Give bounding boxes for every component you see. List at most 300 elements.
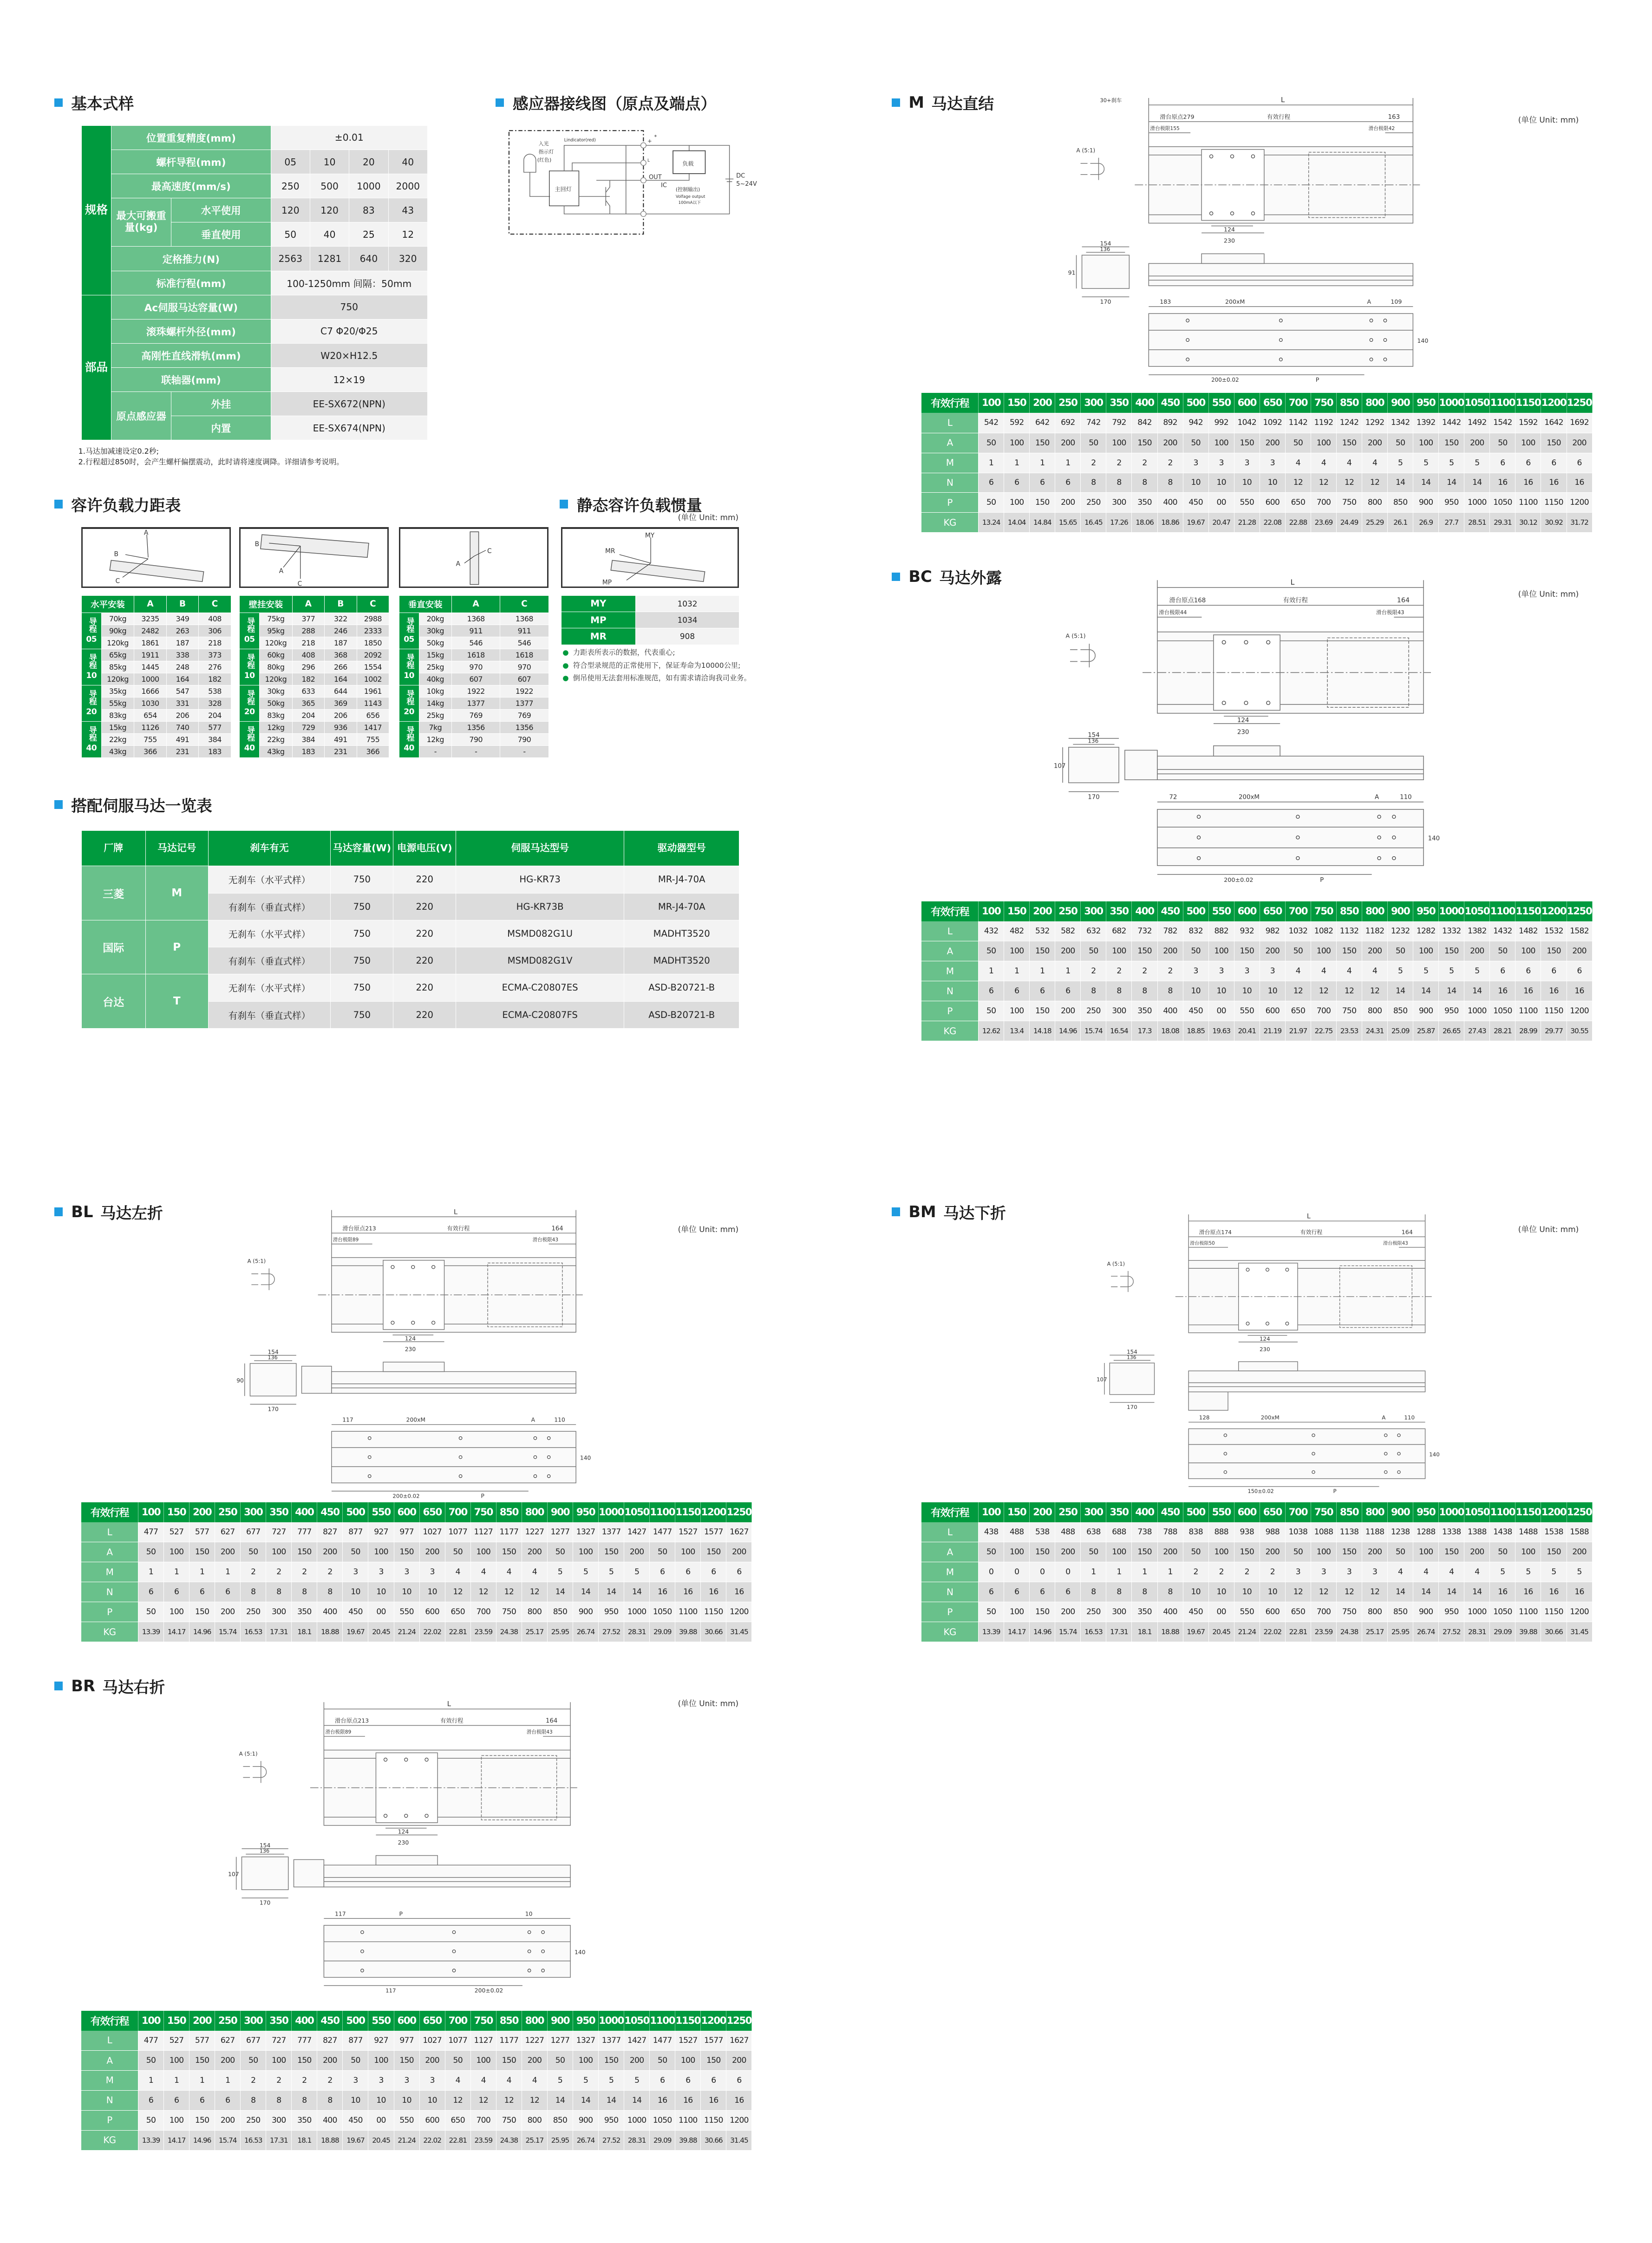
moment-value: 164 (166, 673, 199, 685)
stroke-header: 650 (1260, 1502, 1285, 1522)
moment-value: 654 (134, 710, 167, 722)
stroke-value: 892 (1157, 413, 1183, 433)
stroke-value: 28.21 (1490, 1021, 1515, 1041)
section-marker-icon (54, 1207, 63, 1216)
stroke-value: 29.77 (1541, 1021, 1567, 1041)
stroke-value: 16 (1541, 981, 1567, 1001)
stroke-value: 200 (1362, 1542, 1388, 1562)
stroke-value: 888 (1208, 1522, 1234, 1542)
diagram-label: 107 (228, 1871, 239, 1878)
moment-value: 1126 (134, 722, 167, 734)
moment-value: 911 (500, 625, 548, 637)
stroke-value: 14 (1464, 1582, 1490, 1602)
stroke-value: 1 (1157, 1562, 1183, 1582)
stroke-value: 2 (1106, 453, 1132, 473)
stroke-value: 16 (1567, 1582, 1592, 1602)
table-row (240, 722, 389, 734)
stroke-header: 150 (163, 1502, 189, 1522)
diagram-label: 136 (259, 1848, 269, 1855)
stroke-value: 150 (1030, 493, 1055, 513)
table-row (921, 413, 1592, 433)
stroke-value: 800 (522, 2110, 547, 2130)
end-view (1069, 748, 1119, 783)
stroke-value: 15.74 (215, 1622, 241, 1642)
stroke-value: 100 (573, 2051, 598, 2071)
stroke-value: 50 (1081, 941, 1106, 961)
stroke-value: 21.28 (1234, 513, 1260, 533)
diagram-label: L (447, 1700, 451, 1708)
stroke-value: 8 (1157, 981, 1183, 1001)
stroke-value: 22.81 (1285, 1622, 1311, 1642)
stroke-value: 6 (979, 473, 1004, 493)
stroke-value: 18.85 (1183, 1021, 1208, 1041)
stroke-value: 100 (266, 1542, 292, 1562)
column-header: 有效行程 (921, 901, 979, 921)
row-label: P (921, 1602, 979, 1622)
stroke-value: 23.69 (1311, 513, 1336, 533)
stroke-value: 1182 (1362, 921, 1388, 941)
table-row (81, 247, 427, 271)
inertia-notes (562, 646, 751, 685)
stroke-value: 727 (266, 1522, 292, 1542)
stroke-value: 100 (1413, 433, 1439, 453)
stroke-value: 16 (1567, 473, 1592, 493)
end-view (1082, 255, 1130, 289)
diagram-label: MP (602, 579, 612, 587)
stroke-value: 1327 (573, 2031, 598, 2051)
diagram-label: 136 (1127, 1354, 1136, 1361)
stroke-value: 788 (1157, 1522, 1183, 1542)
table-row (81, 722, 231, 734)
stroke-value: 150 (496, 2051, 522, 2071)
unit-label: (单位 Unit: mm) (678, 1225, 739, 1234)
stroke-value: 632 (1081, 921, 1106, 941)
stroke-value: 1342 (1388, 413, 1413, 433)
diagram-label: 136 (268, 1355, 278, 1361)
stroke-header: 1100 (650, 2011, 675, 2031)
diagram-label: 滑台原点174 (1199, 1229, 1232, 1236)
stroke-value: 6 (675, 1562, 701, 1582)
diagram-label: 200xM (1260, 1414, 1280, 1421)
stroke-value: 6 (1030, 473, 1055, 493)
load-weight: 120kg (260, 673, 293, 685)
diagram-label: 30+刹车 (1100, 97, 1122, 104)
stroke-value: 50 (979, 1602, 1004, 1622)
stroke-value: 250 (1081, 1602, 1106, 1622)
diagram-label: A (5:1) (1076, 147, 1096, 154)
servo-cell: HG-KR73B (456, 893, 624, 920)
diagram-label: A (279, 567, 284, 575)
stroke-value: 1088 (1311, 1522, 1336, 1542)
moment-value: 2482 (134, 625, 167, 637)
note (562, 659, 751, 672)
spec-value: 25 (349, 222, 388, 247)
stroke-value: 600 (1260, 1602, 1285, 1622)
group-spec: 规格 (81, 125, 111, 295)
stroke-value: 8 (1132, 1582, 1157, 1602)
moment-value: 263 (166, 625, 199, 637)
stroke-value: 350 (1132, 493, 1157, 513)
table-row (921, 1562, 1592, 1582)
moment-value: 187 (166, 637, 199, 649)
table-row (921, 513, 1592, 533)
stroke-value: 16.53 (1081, 1622, 1106, 1642)
table-row (240, 613, 389, 625)
stroke-value: 1542 (1490, 413, 1515, 433)
stroke-value: 150 (394, 1542, 419, 1562)
stroke-value: 100 (1515, 1542, 1541, 1562)
stroke-value: 577 (189, 2031, 215, 2051)
stroke-value: 200 (1464, 1542, 1490, 1562)
stroke-value: 50 (445, 2051, 470, 2071)
stroke-value: 16 (1541, 473, 1567, 493)
stroke-value: 1000 (624, 1602, 650, 1622)
stroke-header: 1200 (1541, 901, 1567, 921)
stroke-value: 2 (1081, 961, 1106, 981)
stroke-value: 6 (675, 2071, 701, 2091)
stroke-value: 3 (394, 1562, 419, 1582)
stroke-header: 500 (343, 1502, 368, 1522)
stroke-header: 1100 (1490, 901, 1515, 921)
stroke-value: 1 (163, 2071, 189, 2091)
diagram-label: 200xM (406, 1416, 425, 1423)
stroke-value: 750 (1336, 1602, 1362, 1622)
section-title-bl (54, 1200, 163, 1223)
moment-value: 1356 (500, 722, 548, 734)
stroke-value: 1 (189, 1562, 215, 1582)
table-row (921, 921, 1592, 941)
stroke-value: 3 (343, 2071, 368, 2091)
stroke-value: 577 (189, 1522, 215, 1542)
moment-value: 1911 (134, 649, 167, 661)
stroke-value: 200 (726, 1542, 752, 1562)
lead-group (81, 722, 101, 758)
stroke-value: 200 (1055, 433, 1081, 453)
load-weight: 83kg (260, 710, 293, 722)
stroke-header: 200 (189, 2011, 215, 2031)
section-marker-icon (54, 98, 63, 107)
stroke-value: 1127 (470, 2031, 496, 2051)
stroke-value: 22.08 (1260, 513, 1285, 533)
stroke-value: 2 (317, 1562, 343, 1582)
table-row (399, 746, 548, 758)
stroke-value: 3 (1260, 961, 1285, 981)
stroke-value: 1132 (1336, 921, 1362, 941)
stroke-value: 3 (1362, 1562, 1388, 1582)
stroke-value: 0 (1030, 1562, 1055, 1582)
stroke-value: 6 (726, 1562, 752, 1582)
stroke-value: 24.31 (1362, 1021, 1388, 1041)
stroke-header: 350 (266, 1502, 292, 1522)
stroke-value: 39.88 (1515, 1622, 1541, 1642)
stroke-value: 4 (470, 2071, 496, 2091)
diagram-label: 140 (1429, 1451, 1440, 1458)
stroke-value: 30.66 (701, 2130, 726, 2150)
brand-cell: 台达 (81, 974, 145, 1029)
stroke-value: 25.17 (522, 1622, 547, 1642)
stroke-value: 14.96 (189, 1622, 215, 1642)
stroke-value: 877 (343, 1522, 368, 1542)
table-row (562, 628, 739, 645)
table-row (562, 595, 739, 612)
stroke-value: 482 (1004, 921, 1030, 941)
stroke-value: 550 (394, 1602, 419, 1622)
stroke-value: 200 (522, 1542, 547, 1562)
moment-value: 296 (292, 661, 325, 673)
stroke-value: 200 (522, 2051, 547, 2071)
moment-value: 755 (357, 734, 389, 746)
stroke-header: 800 (1362, 393, 1388, 413)
stroke-value: 6 (726, 2071, 752, 2091)
table-row (921, 1001, 1592, 1021)
stroke-value: 950 (1439, 1001, 1464, 1021)
table-row (240, 649, 389, 661)
stroke-header: 150 (1004, 393, 1030, 413)
stroke-value: 1000 (1464, 1001, 1490, 1021)
column-header: C (357, 595, 389, 613)
stroke-value: 1577 (701, 2031, 726, 2051)
stroke-value: 832 (1183, 921, 1208, 941)
moment-value: 1922 (452, 685, 500, 697)
diagram-label: 200±0.02 (1211, 377, 1239, 384)
stroke-value: 5 (1464, 961, 1490, 981)
stroke-value: 200 (1055, 1542, 1081, 1562)
stroke-header: 550 (1208, 393, 1234, 413)
stroke-header: 1250 (726, 2011, 752, 2031)
stroke-value: 14 (1439, 981, 1464, 1001)
moment-value: 755 (134, 734, 167, 746)
moment-value: 970 (500, 661, 548, 673)
stroke-value: 1092 (1260, 413, 1285, 433)
stroke-value: 23.59 (470, 1622, 496, 1642)
stroke-value: 100 (1311, 1542, 1336, 1562)
stroke-value: 527 (163, 2031, 189, 2051)
stroke-value: 150 (1030, 433, 1055, 453)
side-view (1157, 756, 1423, 780)
stroke-header: 400 (292, 1502, 317, 1522)
stroke-value: 677 (241, 2031, 266, 2051)
diagram-label: 230 (1224, 237, 1235, 244)
stroke-value: 927 (368, 1522, 394, 1542)
moment-value: 607 (500, 673, 548, 685)
stroke-value: 21.24 (1234, 1622, 1260, 1642)
stroke-value: 26.65 (1439, 1021, 1464, 1041)
stroke-value: 1038 (1285, 1522, 1311, 1542)
diagram-label: 入光 (538, 140, 549, 147)
stroke-header: 100 (138, 2011, 163, 2031)
stroke-value: 650 (1285, 1001, 1311, 1021)
table-row (921, 493, 1592, 513)
stroke-value: 900 (1413, 1602, 1439, 1622)
servo-cell: 750 (331, 866, 393, 893)
diagram-label: (控制输出) (675, 186, 700, 193)
moment-value: 1861 (134, 637, 167, 649)
stroke-value: 28.99 (1515, 1021, 1541, 1041)
stroke-value: 150 (701, 2051, 726, 2071)
stroke-value: 1332 (1439, 921, 1464, 941)
servo-cell: 220 (393, 974, 456, 1001)
moment-value: 204 (199, 710, 231, 722)
stroke-value: 12 (522, 2090, 547, 2110)
end-view (242, 1857, 288, 1890)
stroke-value: 4 (1311, 961, 1336, 981)
stroke-value: 14 (1388, 473, 1413, 493)
stroke-value: 1 (1055, 961, 1081, 981)
stroke-value: 900 (573, 1602, 598, 1622)
stroke-header: 500 (1183, 1502, 1208, 1522)
diagram-label: 滑台极限155 (1150, 125, 1180, 132)
stroke-value: 6 (701, 2071, 726, 2091)
table-row (240, 734, 389, 746)
stroke-value: 27.43 (1464, 1021, 1490, 1041)
wire (564, 145, 644, 214)
table-row (399, 734, 548, 746)
stroke-header: 150 (1004, 901, 1030, 921)
stroke-value: 1188 (1362, 1522, 1388, 1542)
stroke-value: 18.88 (317, 2130, 343, 2150)
stroke-value: 2 (1183, 1562, 1208, 1582)
diagram-label: A (1382, 1414, 1386, 1421)
stroke-value: 100 (163, 2110, 189, 2130)
spec-value: 120 (271, 198, 310, 222)
stroke-value: 10 (343, 1582, 368, 1602)
stroke-value: 39.88 (675, 2130, 701, 2150)
motor-code-cell: P (145, 920, 208, 974)
stroke-value: 4 (445, 1562, 470, 1582)
stroke-value: 100 (1004, 1602, 1030, 1622)
stroke-value: 14 (1413, 981, 1439, 1001)
column-header: 刹车有无 (208, 830, 331, 866)
table-row (81, 685, 231, 697)
stroke-value: 100 (163, 2051, 189, 2071)
servo-cell: MSMD082G1U (456, 920, 624, 947)
stroke-value: 950 (599, 2110, 624, 2130)
stroke-value: 200 (1464, 433, 1490, 453)
model-code: BL (71, 1202, 93, 1221)
stroke-value: 1388 (1464, 1522, 1490, 1542)
stroke-value: 4 (1311, 453, 1336, 473)
lead-prefix: 导程 (405, 726, 414, 742)
spec-label: 滚珠螺杆外径(mm) (111, 319, 271, 343)
row-label: KG (921, 1622, 979, 1642)
row-label: L (81, 2031, 138, 2051)
stroke-header: 650 (1260, 393, 1285, 413)
table-row (240, 637, 389, 649)
load-weight: 12kg (419, 734, 452, 746)
stroke-value: 19.67 (343, 1622, 368, 1642)
servo-cell: 220 (393, 893, 456, 920)
stroke-value: 350 (1132, 1602, 1157, 1622)
lead-prefix: 导程 (245, 617, 255, 632)
stroke-value: 14 (1439, 473, 1464, 493)
title-text: 静态容许负载惯量 (576, 496, 702, 515)
servo-cell: HG-KR73 (456, 866, 624, 893)
stroke-value: 22.75 (1311, 1021, 1336, 1041)
stroke-value: 1 (189, 2071, 215, 2091)
spec-label: 标准行程(mm) (111, 271, 271, 295)
stroke-value: 477 (138, 1522, 163, 1542)
stroke-header: 600 (1234, 1502, 1260, 1522)
table-row (81, 649, 231, 661)
stroke-header: 500 (1183, 901, 1208, 921)
stroke-value: 26.74 (1413, 1622, 1439, 1642)
stroke-value: 50 (1490, 1542, 1515, 1562)
diagram-label: A (1367, 298, 1371, 306)
stroke-value: 3 (419, 1562, 445, 1582)
diagram-label: 110 (1404, 1414, 1415, 1421)
table-row (81, 661, 231, 673)
load-weight: 80kg (260, 661, 293, 673)
spec-value: 83 (349, 198, 388, 222)
stroke-value: 882 (1208, 921, 1234, 941)
spec-sublabel: 水平使用 (171, 198, 271, 222)
stroke-value: 838 (1183, 1522, 1208, 1542)
stroke-header: 800 (1362, 1502, 1388, 1522)
servo-cell: ECMA-C20807FS (456, 1001, 624, 1028)
servo-cell: 无刹车（水平式样） (208, 920, 331, 947)
stroke-value: 200 (1055, 1001, 1081, 1021)
stroke-value: 350 (292, 2110, 317, 2130)
stroke-value: 400 (317, 1602, 343, 1622)
stroke-value: 1392 (1413, 413, 1439, 433)
stroke-value: 850 (1388, 1602, 1413, 1622)
diagram-label: (红色) (537, 156, 552, 163)
stroke-value: 14.96 (1055, 1021, 1081, 1041)
stroke-value: 2 (241, 2071, 266, 2091)
servo-cell: 750 (331, 893, 393, 920)
stroke-value: 1277 (547, 2031, 573, 2051)
stroke-value: 12 (1336, 473, 1362, 493)
stroke-header: 900 (547, 1502, 573, 1522)
row-label: P (921, 1001, 979, 1021)
stroke-value: 26.74 (573, 2130, 598, 2150)
diagram-label: 107 (1097, 1376, 1107, 1383)
table-row (81, 319, 427, 343)
diagram-label: IC (661, 182, 667, 189)
stroke-value: 450 (343, 1602, 368, 1622)
stroke-header: 1050 (1464, 901, 1490, 921)
stroke-value: 30.12 (1515, 513, 1541, 533)
stroke-value: 6 (163, 1582, 189, 1602)
table-row (81, 343, 427, 367)
diagram-label: 124 (405, 1335, 416, 1342)
diagram-label: 140 (1428, 835, 1440, 843)
diagram-label: 72 (1169, 794, 1177, 802)
stroke-value: 150 (1541, 433, 1567, 453)
stroke-header: 650 (1260, 901, 1285, 921)
stroke-value: 12 (1336, 1582, 1362, 1602)
terminal-icon (641, 160, 646, 165)
column-header: 伺服马达型号 (456, 830, 624, 866)
diagram-label: P (1320, 877, 1324, 884)
stroke-value: 12 (470, 2090, 496, 2110)
stroke-header: 850 (1336, 1502, 1362, 1522)
stroke-value: 16 (726, 2090, 752, 2110)
lead-value: 05 (404, 634, 414, 644)
stroke-value: 150 (1439, 941, 1464, 961)
stroke-value: 938 (1234, 1522, 1260, 1542)
stroke-value: 150 (189, 1542, 215, 1562)
stroke-value: 12 (1285, 473, 1311, 493)
stroke-value: 1577 (701, 1522, 726, 1542)
diagram-label: 140 (580, 1454, 591, 1461)
table-row (81, 271, 427, 295)
diagram-label: 140 (574, 1949, 586, 1956)
stroke-value: 8 (1081, 473, 1106, 493)
stroke-value: 14 (547, 1582, 573, 1602)
diagram-label: 有效行程 (440, 1717, 464, 1724)
table-row (81, 198, 427, 222)
